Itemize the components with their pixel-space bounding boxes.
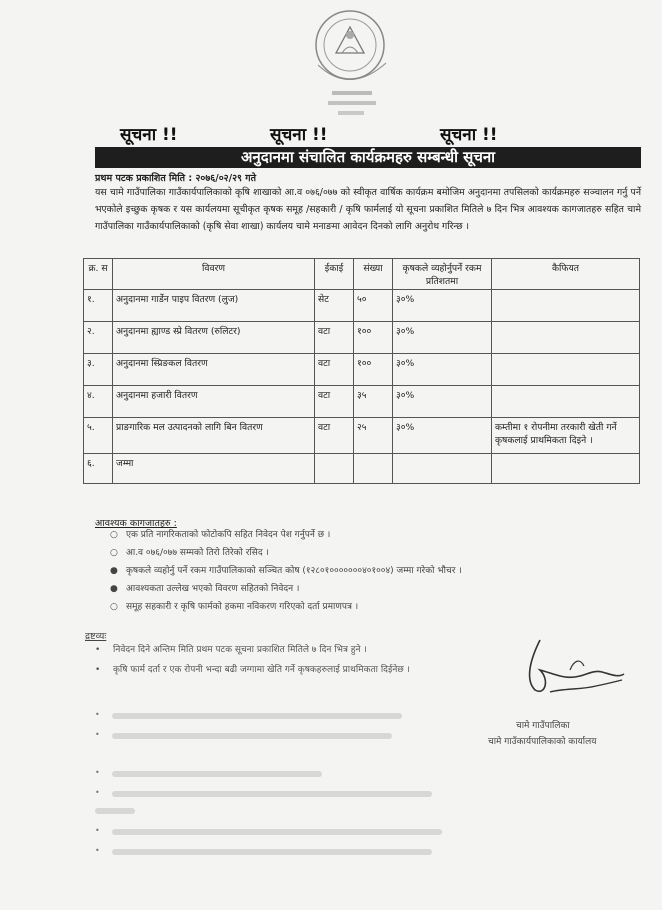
cell-remarks <box>492 290 640 322</box>
cell-remarks <box>492 354 640 386</box>
cell-description: प्राङगारिक मल उत्पादनको लागि बिन वितरण <box>113 418 315 454</box>
bullet-icon: ○ <box>110 548 118 558</box>
intro-paragraph: यस चामे गाउँपालिका गाउँकार्यपालिकाको कृषि शाखाको आ.व ०७६/०७७ को स्वीकृत वार्षिक कार्यक्रम बमोजिम अनुदानमा तपसिलको कार्यक्रमहरु सञ्चालन गर्नु पर्ने भएकोले इच्छुक कृषक र यस कार्यलयमा सूचीकृत कृषक समूह /सहकारी / कृषि फार्मलाई यो सूचना प्रकाशित मितिले ७ दिन भित्र आवश्यक कागजातहरु सहित चामे गाउँपालिका गाउँकार्यपालिकाको (कृषि सेवा शाखा) कार्यलय चामे मनाङमा आवेदन दिनको लागि अनुरोध गरिन्छ । <box>95 187 641 232</box>
cell-remarks: कम्तीमा १ रोपनीमा तरकारी खेती गर्ने कृषकलाई प्राथमिकता दिइने । <box>492 418 640 454</box>
cell-unit <box>315 454 354 484</box>
cell-unit: वटा <box>315 322 354 354</box>
notice-label-3: सूचना !! <box>440 125 498 145</box>
cell-quantity: १०० <box>354 322 393 354</box>
cell-remarks <box>492 386 640 418</box>
cell-unit: वटा <box>315 354 354 386</box>
table-row <box>84 386 640 418</box>
requirements-list <box>110 530 630 620</box>
cell-remarks <box>492 322 640 354</box>
bullet-icon: • <box>95 645 101 655</box>
cell-unit: वटा <box>315 418 354 454</box>
cell-farmer-share: ३०% <box>393 354 492 386</box>
col-serial: क्र. स <box>84 259 113 290</box>
bullet-icon: • <box>95 665 101 675</box>
cell-description: अनुदानमा गार्डेन पाइप वितरण (लुज) <box>113 290 315 322</box>
list-item <box>110 548 630 566</box>
bullet-icon: ○ <box>110 530 118 540</box>
list-item <box>95 645 545 665</box>
list-item <box>95 665 545 685</box>
table-row <box>84 354 640 386</box>
note-text: कृषि फार्म दर्ता र एक रोपनी भन्दा बढी जग्गामा खेति गर्ने कृषकहरुलाई प्राथमिकता दिईनेछ । <box>113 665 410 675</box>
note-text: निवेदन दिने अन्तिम मिति प्रथम पटक सूचना प्रकाशित मितिले ७ दिन भित्र हुने । <box>113 645 367 655</box>
cell-unit: वटा <box>315 386 354 418</box>
table-header-row <box>84 259 640 290</box>
table-row-total <box>84 454 640 484</box>
col-unit: ईकाई <box>315 259 354 290</box>
cell-quantity <box>354 454 393 484</box>
notice-document: सूचना !! सूचना !! सूचना !! अनुदानमा संचालित कार्यक्रमहरु सम्बन्धी सूचना प्रथम पटक प्रकाशित मिति : २०७६/०२/२९ गते यस चामे गाउँपालिका गाउँकार्यपालिकाको कृषि शाखाको आ.व ०७६/०७७ को स्वीकृत वार्षिक कार्यक्रम बमोजिम अनुदानमा तपसिलको कार्यक्रमहरु सञ्चालन गर्नु पर्ने भएकोले इच्छुक कृषक र यस कार्यलयमा सूचीकृत कृषक समूह /सहकारी / कृषि फार्मलाई यो सूचना प्रकाशित मितिले ७ दिन भित्र आवश्यक कागजातहरु सहित चामे गाउँपालिका गाउँकार्यपालिकाको (कृषि सेवा शाखा) कार्यलय चामे मनाङमा आवेदन दिनको लागि अनुरोध गरिन्छ । क्र. स विवरण ईकाई संख्या कृषकले व्यहोर्नुपर्ने रकम प्रतिशतमा कैफियत १. अनुदानमा गार्डेन पाइप वितरण (लुज) सेट ५० ३०% २. अनुदानमा ह्याण्ड स्प्रे वितरण (रुलिटर) वटा १०० ३०% ३. अनुदानमा स्प्रिङकल वितरण वटा १०० ३०% ४. अनुदानमा हजारी वितरण वटा ३५ ३०% ५. प्राङगारिक मल उत्पादनको लागि बिन वितरण वटा २५ ३०% कम्तीमा १ रोपनीमा तरकारी खेती गर्ने कृषकलाई प्राथमिकता दिइने । ६. जम्मा आवश्यक कागजातहरु : ○ एक प्रति नागरिकताको फोटोकपि सहित निवेदन पेश गर्नुपर्ने छ । ○ आ.व ०७६/०७७ सम्मको तिरो तिरेको रसिद । ● कृषकले व्यहोर्नु पर्ने रकम गाउँपालिकाको सञ्चित कोष (१२८०१०००००००४०१००४) जम्मा गरेको भौचर । ● आवश्यकता उल्लेख भएको विवरण सहितको निवेदन । ○ समूह सहकारी र कृषि फार्मको हकमा नविकरण गरिएको दर्ता प्रमाणपत्र । द्रष्टव्यः • निवेदन दिने अन्तिम मिति प्रथम पटक सूचना प्रकाशित मितिले ७ दिन भित्र हुने । • कृषि फार्म दर्ता र एक रोपनी भन्दा बढी जग्गामा खेति गर्ने कृषकहरुलाई प्राथमिकता दिईनेछ । • • • • • • चामे गाउँपालिका चामे गाउँकार्यपालिकाको कार्यालय <box>0 0 662 910</box>
cell-remarks <box>492 454 640 484</box>
requirement-text: आवश्यकता उल्लेख भएको विवरण सहितको निवेदन । <box>126 584 300 594</box>
requirement-text: कृषकले व्यहोर्नु पर्ने रकम गाउँपालिकाको सञ्चित कोष (१२८०१०००००००४०१००४) जम्मा गरेको भौचर । <box>126 566 462 576</box>
cell-unit: सेट <box>315 290 354 322</box>
table-row <box>84 322 640 354</box>
bullet-icon: ● <box>110 566 118 576</box>
cell-farmer-share: ३०% <box>393 322 492 354</box>
list-item <box>110 530 630 548</box>
notice-label-2: सूचना !! <box>270 125 328 145</box>
cell-quantity: १०० <box>354 354 393 386</box>
cell-farmer-share: ३०% <box>393 418 492 454</box>
cell-serial: ६. <box>84 454 113 484</box>
cell-quantity: २५ <box>354 418 393 454</box>
notes-list <box>95 645 545 685</box>
requirements-heading: आवश्यक कागजातहरु : <box>95 518 177 529</box>
col-quantity: संख्या <box>354 259 393 290</box>
document-title: अनुदानमा संचालित कार्यक्रमहरु सम्बन्धी सूचना <box>95 147 641 168</box>
list-item <box>110 584 630 602</box>
notice-label-1: सूचना !! <box>120 125 178 145</box>
requirement-text: एक प्रति नागरिकताको फोटोकपि सहित निवेदन पेश गर्नुपर्ने छ । <box>126 530 331 540</box>
table-row <box>84 290 640 322</box>
col-farmer-share: कृषकले व्यहोर्नुपर्ने रकम प्रतिशतमा <box>393 259 492 290</box>
notice-banner <box>0 122 662 144</box>
col-remarks: कैफियत <box>492 259 640 290</box>
list-item <box>110 566 630 584</box>
cell-serial: १. <box>84 290 113 322</box>
bullet-icon: ○ <box>110 602 118 612</box>
program-table <box>83 258 640 484</box>
requirement-text: समूह सहकारी र कृषि फार्मको हकमा नविकरण गरिएको दर्ता प्रमाणपत्र । <box>126 602 359 612</box>
list-item <box>110 602 630 620</box>
cell-description: अनुदानमा ह्याण्ड स्प्रे वितरण (रुलिटर) <box>113 322 315 354</box>
cell-description: अनुदानमा हजारी वितरण <box>113 386 315 418</box>
cell-farmer-share: ३०% <box>393 290 492 322</box>
notes-heading: द्रष्टव्यः <box>85 631 107 642</box>
cell-farmer-share <box>393 454 492 484</box>
bullet-icon: ● <box>110 584 118 594</box>
cell-serial: २. <box>84 322 113 354</box>
cell-description: जम्मा <box>113 454 315 484</box>
cell-serial: ५. <box>84 418 113 454</box>
municipality-seal <box>298 5 408 123</box>
signatory-office: चामे गाउँकार्यपालिकाको कार्यालय <box>488 737 597 747</box>
col-description: विवरण <box>113 259 315 290</box>
table-row <box>84 418 640 454</box>
cell-description: अनुदानमा स्प्रिङकल वितरण <box>113 354 315 386</box>
published-date: प्रथम पटक प्रकाशित मिति : २०७६/०२/२९ गते <box>95 173 257 184</box>
cell-quantity: ५० <box>354 290 393 322</box>
cell-farmer-share: ३०% <box>393 386 492 418</box>
handwritten-signature <box>510 630 630 710</box>
cell-quantity: ३५ <box>354 386 393 418</box>
cell-serial: ४. <box>84 386 113 418</box>
cell-serial: ३. <box>84 354 113 386</box>
signatory-title: चामे गाउँपालिका <box>516 721 570 731</box>
requirement-text: आ.व ०७६/०७७ सम्मको तिरो तिरेको रसिद । <box>126 548 269 558</box>
